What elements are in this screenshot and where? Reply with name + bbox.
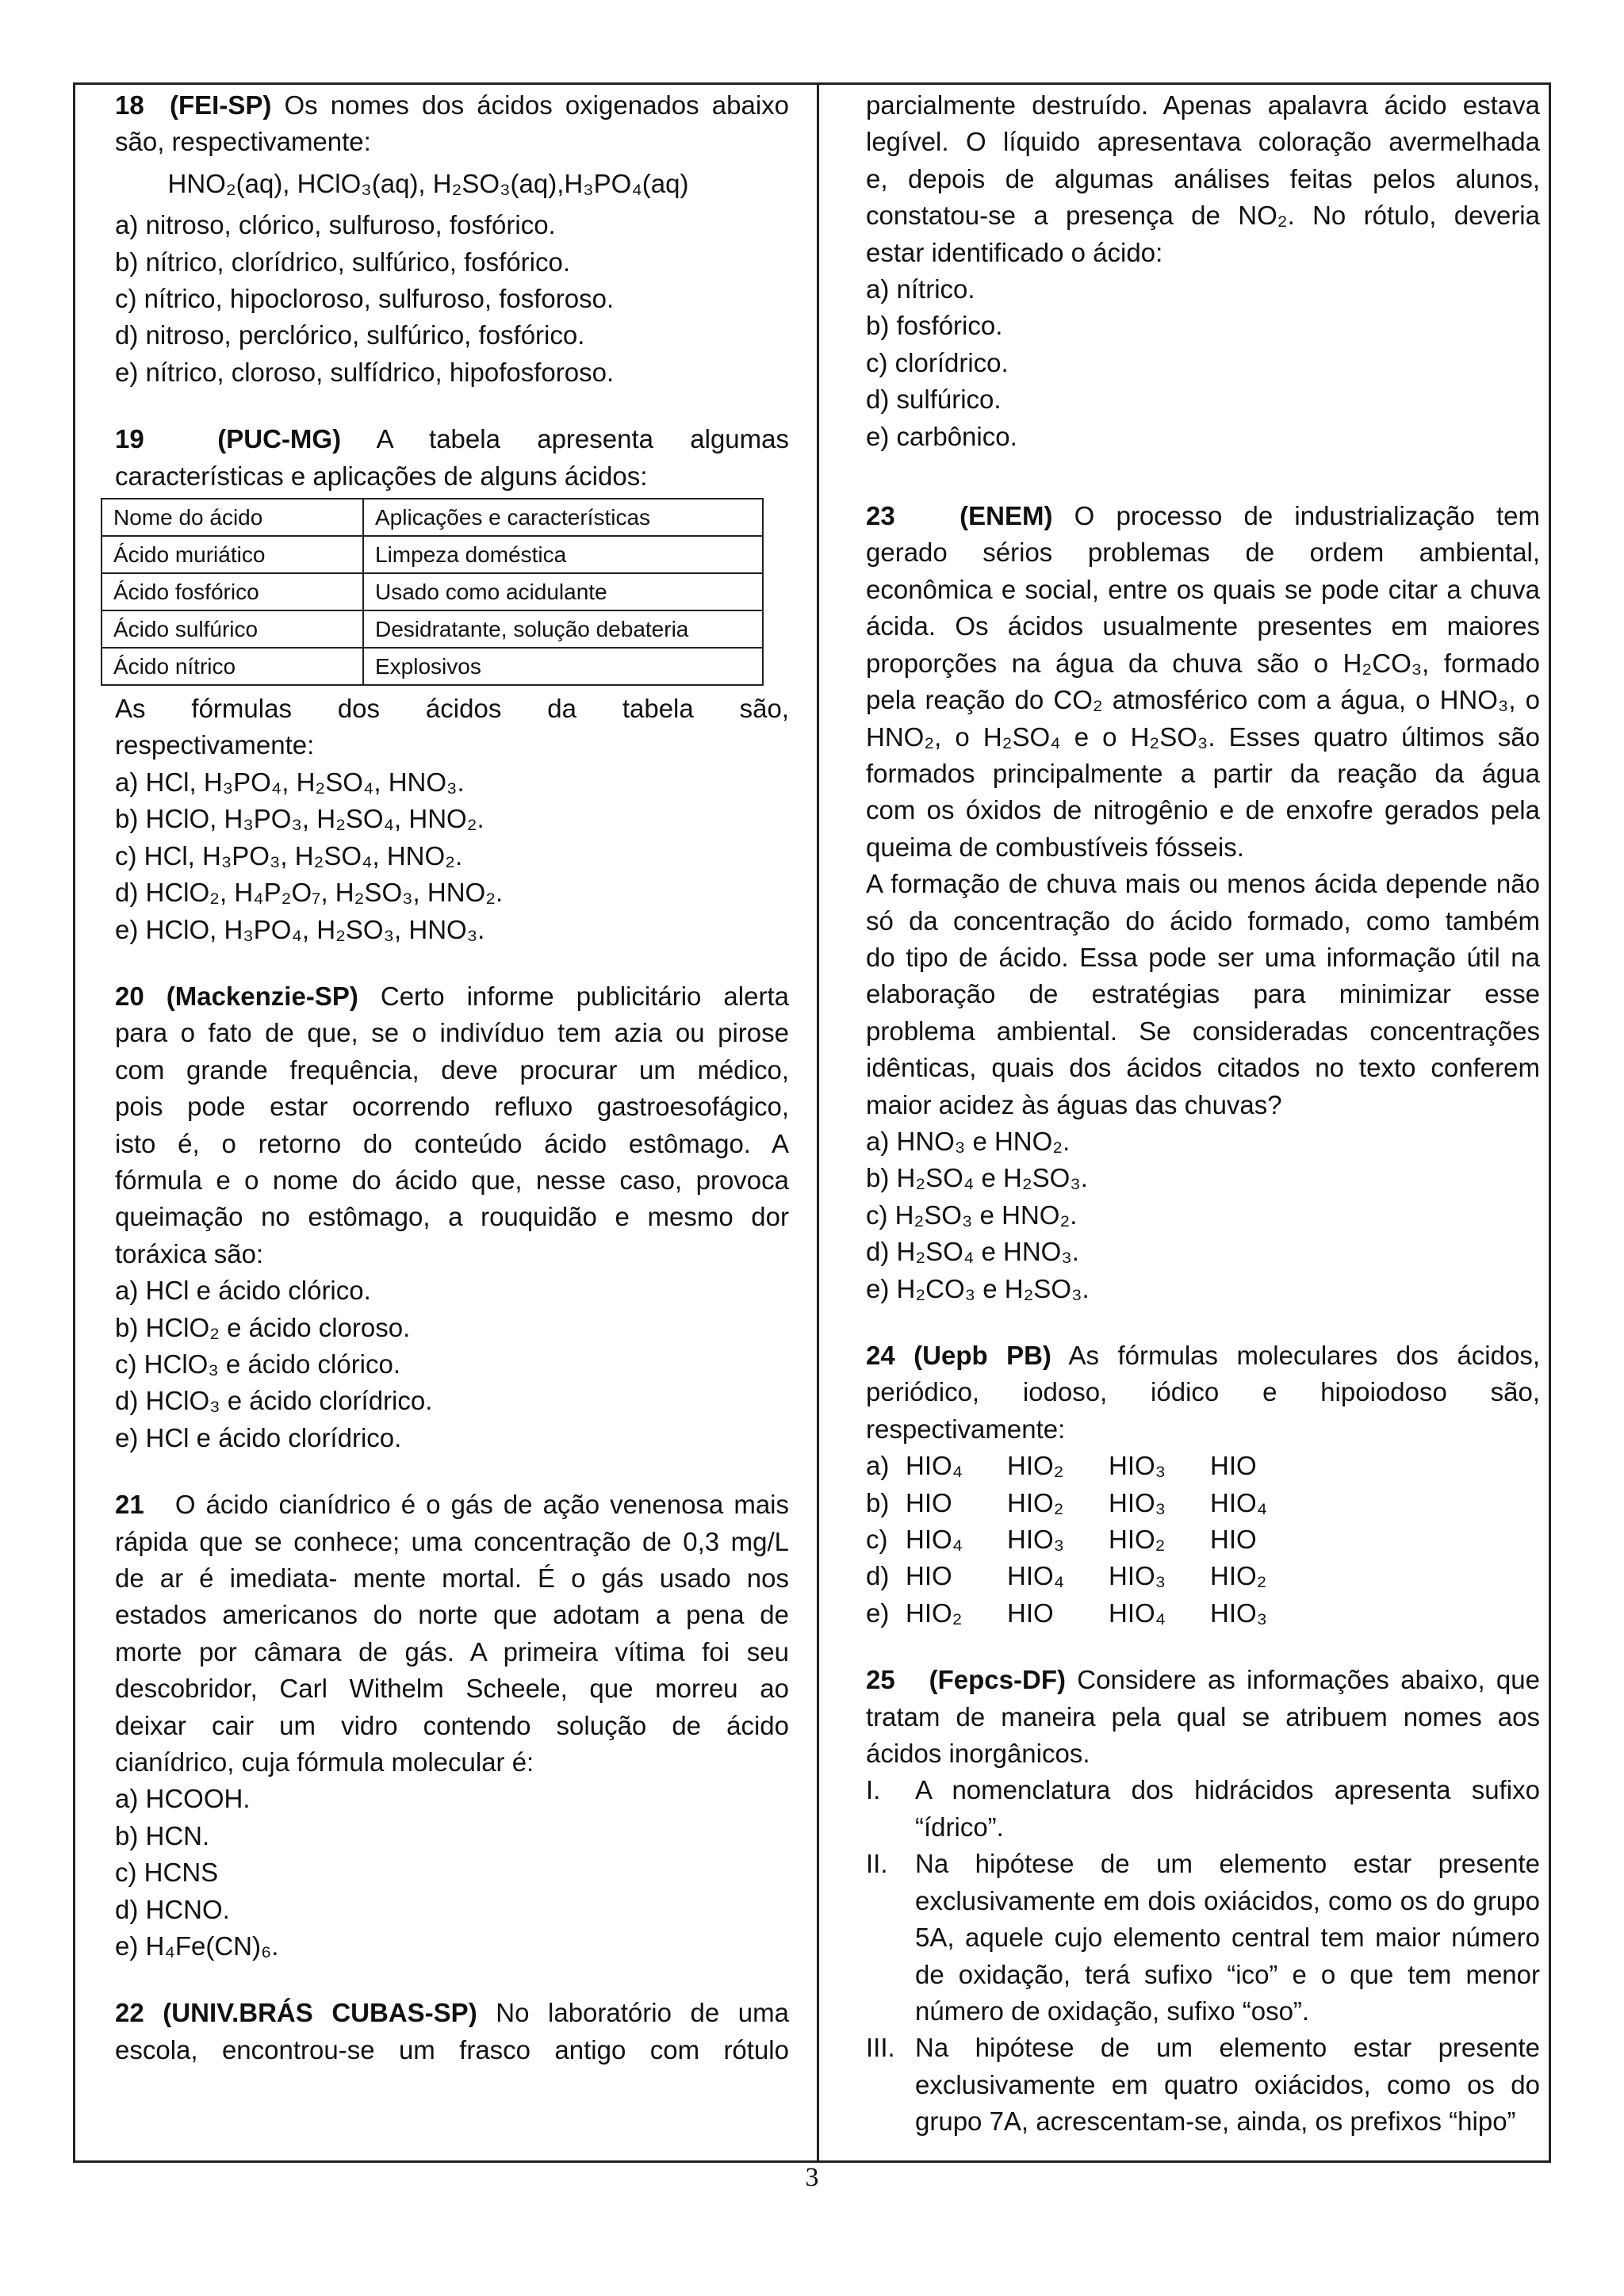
question-18 — [115, 87, 789, 391]
option: d) HClO₂, H₄P₂O₇, H₂SO₃, HNO₂. — [115, 878, 504, 908]
question-text: morte por câmara de gás. A primeira vítima foi seu — [115, 1636, 789, 1667]
question-21 — [115, 1487, 789, 1965]
question-text: idênticas, quais dos ácidos citados no texto conferem — [866, 1053, 1540, 1083]
question-text: periódico, iodoso, iódico e hipoiodoso são, — [866, 1377, 1540, 1407]
option: e) carbônico. — [866, 421, 1017, 451]
option: a) HNO₃ e HNO₂. — [866, 1126, 1071, 1156]
question-text: parcialmente destruído. Apenas apalavra ácido estava — [866, 90, 1540, 120]
question-text: As fórmulas moleculares dos ácidos, — [1068, 1341, 1540, 1370]
question-text: do tipo de ácido. Essa pode ser uma informação útil na — [866, 942, 1540, 972]
option: d) nitroso, perclórico, sulfúrico, fosfórico. — [115, 320, 585, 350]
question-source: (Mackenzie-SP) — [166, 981, 358, 1011]
acids-table — [101, 498, 764, 686]
list-item: III. Na hipótese de um elemento estar presente exclusivamente em quatro oxiácidos, como os do grupo 7A, acrescentam-se, ainda, os prefixos “hipo” — [866, 2033, 1540, 2137]
question-text: com grande frequência, deve procurar um médico, — [115, 1054, 789, 1085]
option: d) HIO HIO₄ HIO₃ HIO₂ — [866, 1561, 1267, 1591]
option: a) HCl, H₃PO₄, H₂SO₄, HNO₃. — [115, 767, 465, 797]
question-text: isto é, o retorno do conteúdo ácido estômago. A — [115, 1128, 789, 1158]
table-cell: Ácido muriático — [102, 536, 363, 573]
question-number: 23 — [866, 501, 895, 531]
question-source: (FEI-SP) — [170, 90, 272, 120]
question-25 — [866, 1662, 1540, 2140]
option: b) HClO₂ e ácido cloroso. — [115, 1312, 411, 1342]
option: c) HCNS — [115, 1858, 219, 1888]
question-text: ácida. Os ácidos usualmente presentes em maiores — [866, 611, 1540, 641]
question-text: escola, encontrou-se um frasco antigo com rótulo — [115, 2034, 789, 2064]
option: c) clorídrico. — [866, 347, 1009, 377]
question-source: (Fepcs-DF) — [929, 1665, 1066, 1695]
question-text: constatou-se a presença de NO₂. No rótulo, deveria — [866, 201, 1540, 231]
question-number: 25 — [866, 1665, 895, 1695]
question-text: toráxica são: — [115, 1238, 264, 1269]
question-text: proporções na água da chuva são o H₂CO₃, formado — [866, 648, 1540, 678]
option: a) nitroso, clórico, sulfuroso, fosfórico. — [115, 210, 556, 240]
option: c) HCl, H₃PO₃, H₂SO₄, HNO₂. — [115, 840, 463, 871]
option: a) HIO₄ HIO₂ HIO₃ HIO — [866, 1451, 1257, 1481]
question-text: tratam de maneira pela qual se atribuem nomes aos — [866, 1701, 1540, 1732]
option: b) fosfórico. — [866, 311, 1003, 341]
question-23 — [866, 498, 1540, 1307]
question-text: rápida que se conhece; uma concentração de 0,3 mg/L — [115, 1526, 789, 1556]
table-cell: Desidratante, solução debateria — [363, 610, 763, 648]
option: b) HCN. — [115, 1820, 210, 1850]
table-header-cell: Nome do ácido — [102, 499, 363, 536]
question-text: As fórmulas dos ácidos da tabela são, — [115, 694, 789, 724]
left-column — [115, 87, 789, 2068]
question-number: 24 — [866, 1341, 895, 1370]
option: b) nítrico, clorídrico, sulfúrico, fosfórico. — [115, 247, 571, 277]
question-text: gerado sérios problemas de ordem ambiental, — [866, 538, 1540, 568]
question-text: pois pode estar ocorrendo refluxo gastroesofágico, — [115, 1092, 789, 1122]
option: a) HCl e ácido clórico. — [115, 1276, 371, 1306]
option: d) H₂SO₄ e HNO₃. — [866, 1237, 1079, 1267]
question-text: ácidos inorgânicos. — [866, 1739, 1090, 1769]
option: e) HClO, H₃PO₄, H₂SO₃, HNO₃. — [115, 914, 485, 944]
question-text: queima de combustíveis fósseis. — [866, 832, 1244, 862]
table-cell: Ácido sulfúrico — [102, 610, 363, 648]
question-text: são, respectivamente: — [115, 127, 371, 157]
option: d) sulfúrico. — [866, 385, 1002, 415]
table-cell: Ácido nítrico — [102, 648, 363, 685]
table-cell: Explosivos — [363, 648, 763, 685]
question-text: HNO₂, o H₂SO₄ e o H₂SO₃. Esses quatro últimos são — [866, 721, 1540, 752]
table-cell: Ácido fosfórico — [102, 573, 363, 610]
option: e) HIO₂ HIO HIO₄ HIO₃ — [866, 1598, 1268, 1628]
column-divider — [817, 82, 819, 2163]
question-text: com os óxidos de nitrogênio e de enxofre gerados pela — [866, 795, 1540, 825]
question-number: 20 — [115, 981, 144, 1011]
question-source: (Uepb PB) — [914, 1341, 1051, 1370]
table-row — [102, 573, 763, 610]
question-source: (PUC-MG) — [217, 424, 342, 454]
question-text: maior acidez às águas das chuvas? — [866, 1089, 1282, 1119]
question-text: de ar é imediata- mente mortal. É o gás usado nos — [115, 1563, 789, 1593]
right-column — [866, 87, 1540, 2141]
option: c) H₂SO₃ e HNO₂. — [866, 1200, 1078, 1230]
question-text: respectivamente: — [115, 730, 315, 760]
question-number: 19 — [115, 424, 144, 454]
question-text: queimação no estômago, a rouquidão e mesmo dor — [115, 1202, 789, 1232]
question-text: respectivamente: — [866, 1414, 1066, 1444]
question-text: No laboratório de uma — [496, 1998, 789, 2028]
question-text: Considere as informações abaixo, que — [1077, 1665, 1540, 1695]
question-text: problema ambiental. Se consideradas concentrações — [866, 1016, 1540, 1046]
question-text: legível. O líquido apresentava coloração avermelhada — [866, 127, 1540, 157]
option: e) H₂CO₃ e H₂SO₃. — [866, 1273, 1090, 1303]
option: b) HIO HIO₂ HIO₃ HIO₄ — [866, 1487, 1268, 1517]
question-20 — [115, 978, 789, 1456]
option: d) HClO₃ e ácido clorídrico. — [115, 1386, 433, 1416]
question-24 — [866, 1337, 1540, 1632]
question-text: pela reação do CO₂ atmosférico com a água, o HNO₃, o — [866, 685, 1540, 715]
question-text: estados americanos do norte que adotam a pena de — [115, 1600, 789, 1630]
question-source: (ENEM) — [959, 501, 1053, 531]
option: d) HCNO. — [115, 1894, 230, 1924]
question-text: Os nomes dos ácidos oxigenados abaixo — [284, 90, 790, 120]
option: b) HClO, H₃PO₃, H₂SO₄, HNO₂. — [115, 804, 485, 834]
question-text: fórmula e o nome do ácido que, nesse caso, provoca — [115, 1165, 789, 1195]
table-cell: Limpeza doméstica — [363, 536, 763, 573]
option: e) HCl e ácido clorídrico. — [115, 1422, 402, 1452]
question-text: Certo informe publicitário alerta — [380, 981, 789, 1011]
question-text: cianídrico, cuja fórmula molecular é: — [115, 1747, 534, 1777]
question-text: só da concentração do ácido formado, como também — [866, 905, 1540, 936]
question-text: descobridor, Carl Withelm Scheele, que morreu ao — [115, 1674, 789, 1704]
question-number: 21 — [115, 1490, 144, 1520]
list-item: I. A nomenclatura dos hidrácidos apresenta sufixo “ídrico”. — [866, 1775, 1540, 1842]
question-text: A formação de chuva mais ou menos ácida depende não — [866, 869, 1540, 899]
table-row — [102, 610, 763, 648]
question-text: O ácido cianídrico é o gás de ação venenosa mais — [174, 1490, 789, 1520]
question-19 — [115, 421, 789, 948]
table-row — [102, 536, 763, 573]
table-header-cell: Aplicações e características — [363, 499, 763, 536]
table-cell: Usado como acidulante — [363, 573, 763, 610]
option: a) HCOOH. — [115, 1784, 251, 1814]
question-text: estar identificado o ácido: — [866, 237, 1163, 267]
question-text: formados principalmente a partir da reação da água — [866, 758, 1540, 788]
question-22-start — [115, 1995, 789, 2068]
option: b) H₂SO₄ e H₂SO₃. — [866, 1163, 1088, 1193]
table-row — [102, 648, 763, 685]
list-item: II. Na hipótese de um elemento estar presente exclusivamente em dois oxiácidos, como os do grupo 5A, aquele cujo elemento central tem maior número de oxidação, terá sufixo “ico” e o que tem menor número de oxidação, sufixo “oso”. — [866, 1849, 1540, 2026]
page-number: 3 — [805, 2163, 819, 2192]
question-text: econômica e social, entre os quais se pode citar a chuva — [866, 574, 1540, 604]
question-text: A tabela apresenta algumas — [376, 424, 789, 454]
option: c) HClO₃ e ácido clórico. — [115, 1349, 401, 1379]
question-22-continued — [866, 87, 1540, 455]
table-header-row — [102, 499, 763, 536]
option: c) HIO₄ HIO₃ HIO₂ HIO — [866, 1525, 1257, 1555]
question-text: O processo de industrialização tem — [1074, 501, 1540, 531]
question-text: características e aplicações de alguns ácidos: — [115, 461, 648, 491]
formula: HNO₂(aq), HClO₃(aq), H₂SO₃(aq),H₃PO₄(aq) — [167, 168, 689, 198]
question-number: 18 — [115, 90, 144, 120]
question-text: deixar cair um vidro contendo solução de ácido — [115, 1710, 789, 1740]
question-source: (UNIV.BRÁS CUBAS-SP) — [163, 1998, 477, 2028]
question-number: 22 — [115, 1998, 144, 2028]
option: c) nítrico, hipocloroso, sulfuroso, fosforoso. — [115, 284, 615, 314]
option: e) nítrico, cloroso, sulfídrico, hipofosforoso. — [115, 357, 615, 387]
question-text: para o fato de que, se o indivíduo tem azia ou pirose — [115, 1018, 789, 1048]
question-text: elaboração de estratégias para minimizar esse — [866, 979, 1540, 1009]
question-text: e, depois de algumas análises feitas pelos alunos, — [866, 163, 1540, 193]
option: e) H₄Fe(CN)₆. — [115, 1931, 279, 1961]
option: a) nítrico. — [866, 274, 975, 304]
